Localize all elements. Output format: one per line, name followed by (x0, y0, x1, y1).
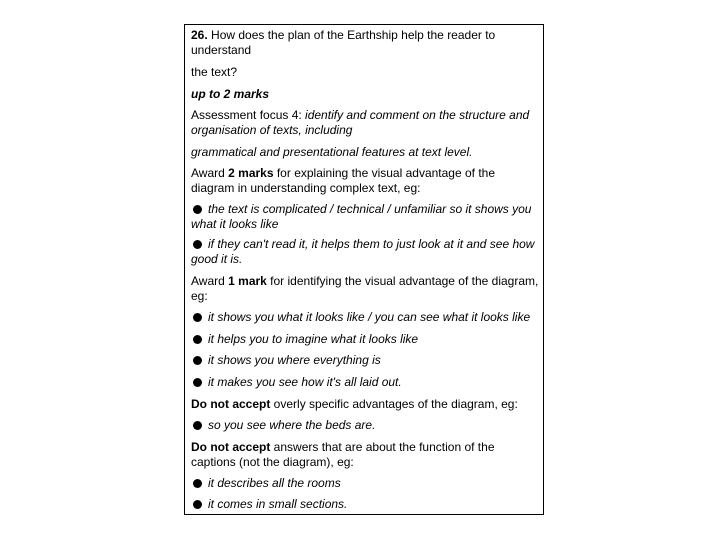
reject-2-line-2: captions (not the diagram), eg: (191, 455, 354, 469)
award-2-bullet-1-cont: what it looks like (191, 217, 279, 231)
assessment-focus-line-3: grammatical and presentational features at text level. (191, 145, 473, 159)
award-1-line-1: Award 1 mark for identifying the visual advantage of the diagram, (191, 274, 539, 288)
marks-available: up to 2 marks (191, 87, 270, 101)
award-2-line-2: diagram in understanding complex text, eg: (191, 181, 421, 195)
bullet-icon (193, 240, 202, 249)
question-line-2: understand (191, 43, 252, 57)
award-1-bullet-4: it makes you see how it's all laid out. (193, 375, 402, 389)
assessment-focus-line-2: organisation of texts, including (191, 123, 353, 137)
bullet-icon (193, 479, 202, 488)
award-1-bullet-2: it helps you to imagine what it looks like (193, 332, 418, 346)
question-number: 26. (191, 28, 208, 42)
award-2-bullet-1: the text is complicated / technical / unfamiliar so it shows you (193, 202, 531, 216)
award-2-line-1: Award 2 marks for explaining the visual advantage of the (191, 166, 495, 180)
reject-1-line-1: Do not accept overly specific advantages of the diagram, eg: (191, 397, 518, 411)
bullet-icon (193, 313, 202, 322)
reject-1-bullet-1: so you see where the beds are. (193, 418, 375, 432)
question-line-1: 26. How does the plan of the Earthship help the reader to (191, 28, 496, 42)
question-line-3: the text? (191, 65, 238, 79)
award-1-bullet-1: it shows you what it looks like / you can see what it looks like (193, 310, 530, 324)
bullet-icon (193, 335, 202, 344)
award-1-line-2: eg: (191, 289, 208, 303)
reject-2-bullet-1: it describes all the rooms (193, 476, 341, 490)
award-2-bullet-2: if they can't read it, it helps them to just look at it and see how (193, 237, 534, 251)
award-1-bullet-3: it shows you where everything is (193, 353, 381, 367)
award-2-bullet-2-cont: good it is. (191, 252, 243, 266)
bullet-icon (193, 205, 202, 214)
bullet-icon (193, 378, 202, 387)
bullet-icon (193, 421, 202, 430)
assessment-focus-line-1: Assessment focus 4: identify and comment on the structure and (191, 108, 530, 122)
reject-2-line-1: Do not accept answers that are about the function of the (191, 440, 495, 454)
bullet-icon (193, 500, 202, 509)
reject-2-bullet-2: it comes in small sections. (193, 497, 347, 511)
bullet-icon (193, 356, 202, 365)
